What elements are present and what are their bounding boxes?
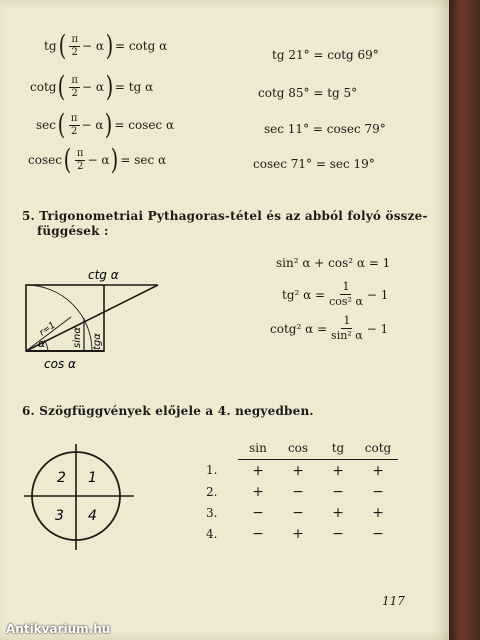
book-cover-edge	[449, 0, 480, 640]
open-paren: (	[58, 70, 66, 103]
pi-over-two: $\frac{\pi}{2}$	[70, 112, 78, 137]
radius-label: r=1	[37, 320, 58, 339]
close-paren: )	[105, 29, 114, 62]
minus-alpha: − α	[87, 153, 110, 167]
tg-label: tgα	[92, 333, 103, 350]
pythagorean-identity: sin² α + cos² α = 1	[276, 256, 391, 270]
minus-alpha: − α	[81, 80, 104, 94]
function-name: tg	[44, 39, 57, 53]
header-cotg: cotg	[358, 437, 398, 460]
section5-line2: függések :	[37, 224, 109, 238]
minus-alpha: − α	[81, 118, 104, 132]
function-name: sec	[36, 118, 56, 132]
cos-label: cos α	[44, 357, 76, 371]
close-paren: )	[105, 108, 113, 141]
table-row: 1. + + + +	[206, 462, 384, 479]
cofunction-tg	[44, 29, 168, 62]
example-cosec: cosec 71° = sec 19°	[253, 157, 375, 171]
quadrant-circle-diagram	[22, 440, 142, 560]
example-sec: sec 11° = cosec 79°	[264, 122, 386, 136]
cofunction-cosec	[28, 143, 167, 176]
cofunction-rhs: = cotg α	[114, 39, 168, 53]
tg-squared-identity: tg² α = $\frac{1}{\text{cos² α}}$ − 1	[282, 280, 389, 308]
table-row: 4. − + − −	[206, 525, 384, 542]
quadrant-1-label: 1	[88, 470, 97, 486]
table-row: 2. + − − −	[206, 483, 384, 500]
open-paren: (	[63, 143, 72, 176]
sin-label: sinα	[72, 327, 83, 348]
close-paren: )	[105, 70, 114, 103]
sign-table-header	[200, 437, 398, 460]
page-number: 117	[382, 594, 405, 608]
cofunction-rhs: = sec α	[120, 153, 167, 167]
header-sin: sin	[238, 437, 278, 460]
minus-alpha: − α	[82, 39, 105, 53]
table-row: 3. − − + +	[206, 504, 384, 521]
pi-over-two: $\frac{\pi}{2}$	[71, 33, 79, 58]
pi-over-two: $\frac{\pi}{2}$	[71, 74, 78, 99]
watermark-logo: Antikvarium.hu	[6, 622, 111, 636]
cotg-squared-identity: cotg² α = $\frac{1}{\text{sin² α}}$ − 1	[270, 314, 389, 342]
cofunction-rhs: = tg α	[114, 80, 154, 94]
quadrant-3-label: 3	[55, 508, 64, 524]
example-cotg: cotg 85° = tg 5°	[258, 86, 358, 100]
function-name: cosec	[28, 153, 62, 167]
trig-triangle-diagram	[14, 262, 174, 382]
alpha-label: α	[38, 337, 46, 350]
header-tg: tg	[318, 437, 358, 460]
cofunction-rhs: = cosec α	[114, 118, 175, 132]
ctg-label: ctg α	[88, 268, 119, 282]
open-paren: (	[58, 29, 66, 62]
cofunction-cotg	[30, 70, 154, 103]
open-paren: (	[57, 108, 66, 141]
quadrant-4-label: 4	[88, 508, 97, 524]
example-tg: tg 21° = cotg 69°	[272, 48, 379, 62]
close-paren: )	[111, 143, 119, 176]
section6-heading: 6. Szögfüggvények előjele a 4. negyedben.	[22, 404, 314, 418]
header-cos: cos	[278, 437, 318, 460]
pi-over-two: $\frac{\pi}{2}$	[76, 147, 84, 172]
quadrant-2-label: 2	[57, 470, 66, 486]
sign-table	[200, 437, 398, 544]
section5-line1: 5. Trigonometriai Pythagoras-tétel és az abból folyó össze-	[22, 209, 428, 223]
cofunction-sec	[36, 108, 175, 141]
function-name: cotg	[30, 80, 57, 94]
